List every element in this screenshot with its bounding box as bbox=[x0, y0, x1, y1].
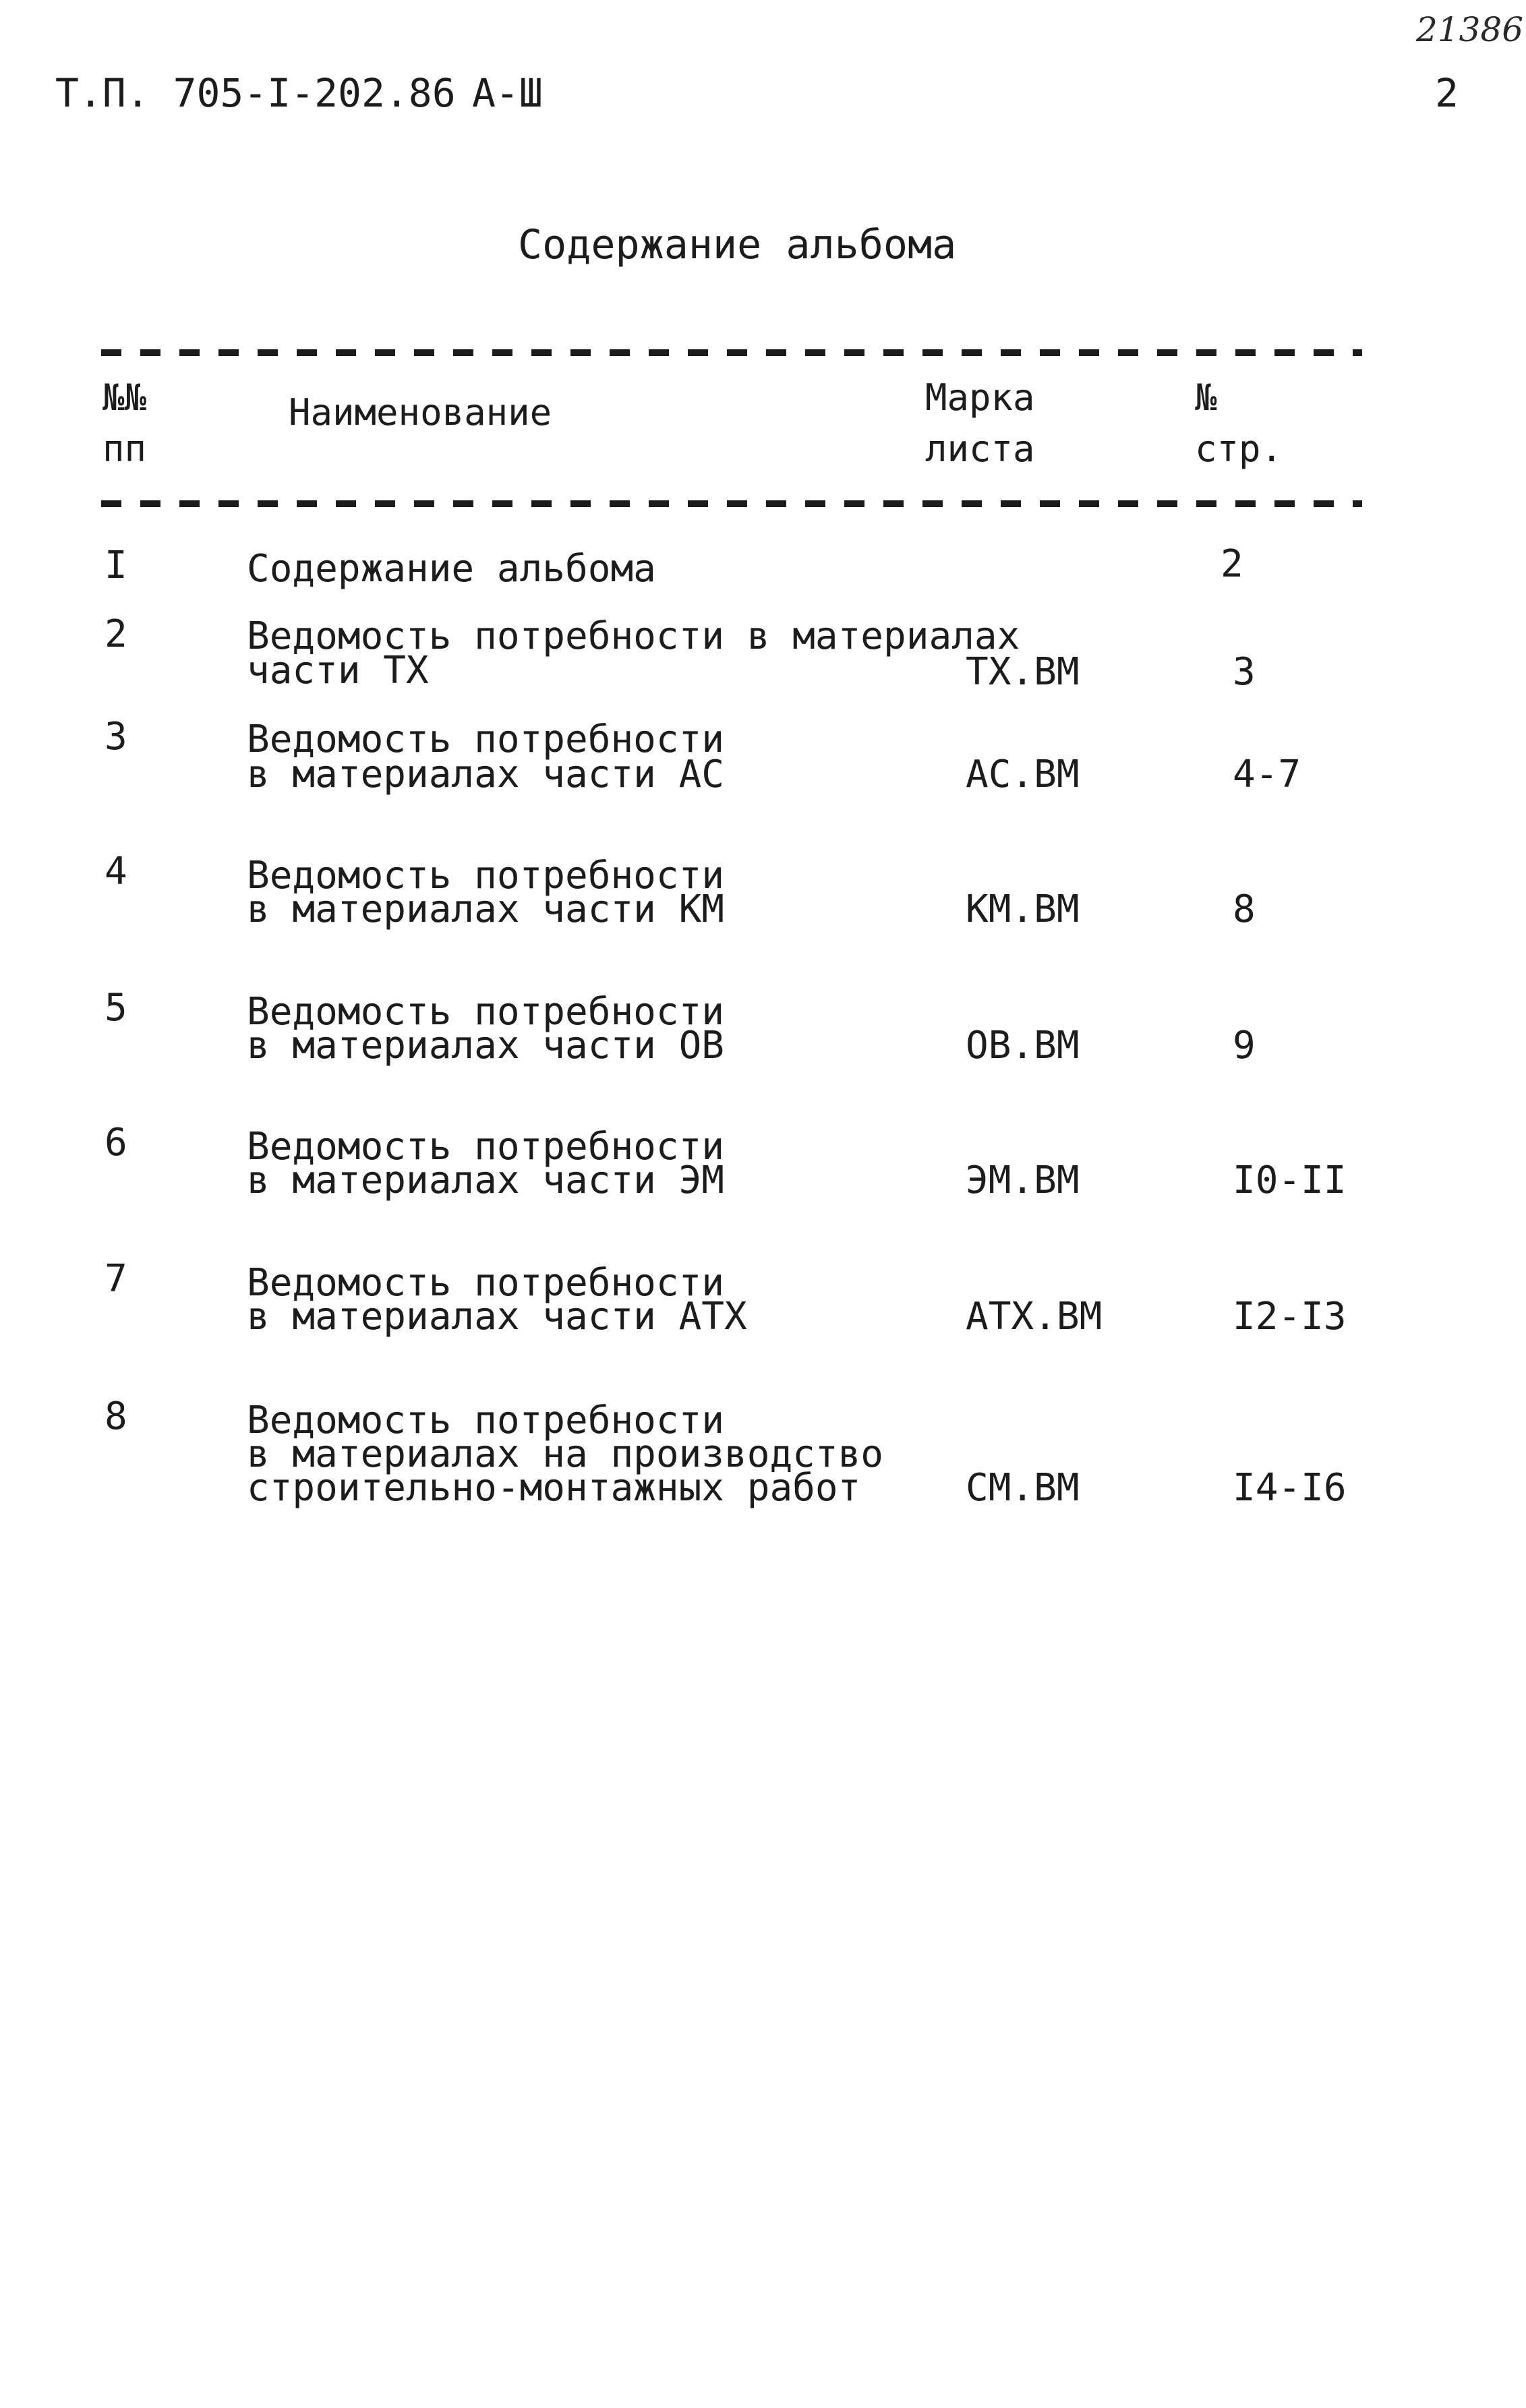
handwritten-number: 21386 bbox=[1416, 10, 1524, 49]
row-page: 3 bbox=[1233, 650, 1256, 694]
album-code: А-Ш bbox=[472, 70, 543, 116]
row-name-line: в материалах части АТХ bbox=[247, 1295, 747, 1339]
row-page: I2-I3 bbox=[1233, 1295, 1347, 1339]
row-page: I4-I6 bbox=[1233, 1466, 1347, 1510]
row-name-line: Ведомость потребности bbox=[247, 1261, 725, 1305]
row-mark: СМ.ВМ bbox=[966, 1466, 1080, 1510]
row-page: I0-II bbox=[1233, 1158, 1347, 1202]
row-name-line: Ведомость потребности bbox=[247, 1125, 725, 1169]
row-number: 8 bbox=[105, 1394, 127, 1438]
row-name-line: в материалах части КМ bbox=[247, 887, 725, 931]
col-page-header-line2: стр. bbox=[1195, 428, 1283, 470]
row-page: 2 bbox=[1221, 542, 1243, 586]
row-name-line: Ведомость потребности bbox=[247, 990, 725, 1034]
row-name-line: Содержание альбома bbox=[247, 547, 656, 591]
row-number: 5 bbox=[105, 986, 127, 1030]
row-name-line: Ведомость потребности bbox=[247, 1399, 725, 1442]
col-mark-header-line2: листа bbox=[925, 428, 1035, 470]
row-name-line: Ведомость потребности bbox=[247, 854, 725, 898]
row-page: 4-7 bbox=[1233, 753, 1301, 796]
row-name-line: в материалах части АС bbox=[247, 753, 725, 796]
col-mark-header-line1: Марка bbox=[925, 376, 1035, 419]
row-mark: АТХ.ВМ bbox=[966, 1295, 1103, 1339]
row-number: 6 bbox=[105, 1121, 127, 1165]
row-page: 8 bbox=[1233, 887, 1256, 931]
row-page: 9 bbox=[1233, 1024, 1256, 1067]
table-header-rule bbox=[101, 500, 1362, 507]
col-num-header-line1: №№ bbox=[102, 376, 147, 419]
row-name-line: Ведомость потребности в материалах bbox=[247, 614, 1020, 658]
col-name-header: Наименование bbox=[289, 391, 552, 434]
page-number: 2 bbox=[1435, 70, 1459, 116]
row-name-line: в материалах на производство bbox=[247, 1432, 884, 1476]
row-mark: ТХ.ВМ bbox=[966, 650, 1080, 694]
document-code: Т.П. 705-I-202.86 bbox=[55, 70, 456, 116]
row-name-line: Ведомость потребности bbox=[247, 717, 725, 761]
row-mark: ЭМ.ВМ bbox=[966, 1158, 1080, 1202]
table-top-rule bbox=[101, 349, 1362, 356]
row-number: 7 bbox=[105, 1257, 127, 1301]
row-number: 2 bbox=[105, 612, 127, 656]
col-page-header-line1: № bbox=[1195, 376, 1217, 419]
row-number: I bbox=[105, 544, 127, 587]
row-name-line: в материалах части ОВ bbox=[247, 1024, 725, 1067]
row-mark: ОВ.ВМ bbox=[966, 1024, 1080, 1067]
col-num-header-line2: пп bbox=[102, 428, 147, 470]
row-number: 4 bbox=[105, 850, 127, 893]
row-name-line: части ТХ bbox=[247, 649, 429, 693]
row-mark: КМ.ВМ bbox=[966, 887, 1080, 931]
page-title: Содержание альбома bbox=[518, 221, 957, 268]
row-mark: АС.ВМ bbox=[966, 753, 1080, 796]
row-name-line: в материалах части ЭМ bbox=[247, 1158, 725, 1202]
row-number: 3 bbox=[105, 715, 127, 759]
row-name-line: строительно-монтажных работ bbox=[247, 1466, 861, 1510]
